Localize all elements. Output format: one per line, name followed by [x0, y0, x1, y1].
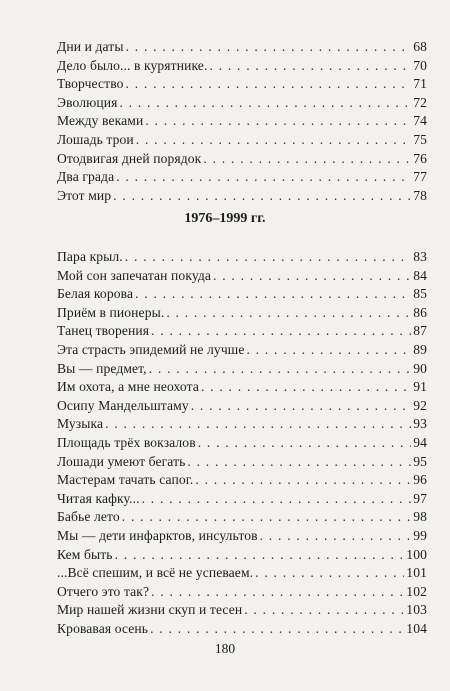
toc-entry-page: 96	[413, 472, 427, 488]
dot-leader	[142, 490, 412, 509]
toc-entry-title: Кем быть	[57, 546, 113, 562]
toc-entry	[57, 341, 427, 360]
toc-entry	[57, 378, 427, 397]
toc-entry	[57, 508, 427, 527]
toc-entry	[57, 546, 427, 565]
toc-entry-page: 104	[406, 620, 427, 636]
toc-entry-title: Пара крыл.	[57, 249, 123, 264]
dot-leader	[125, 248, 411, 267]
dot-leader	[198, 434, 411, 453]
toc-entry	[57, 267, 427, 286]
toc-entry-page: 75	[413, 131, 427, 147]
dot-leader	[191, 397, 411, 416]
toc-entry	[57, 112, 427, 131]
toc-entry-page: 78	[413, 187, 427, 203]
dot-leader	[113, 187, 411, 206]
toc-entry-title: Танец творения	[57, 323, 150, 339]
toc-entry-page: 83	[413, 249, 427, 264]
toc-entry	[57, 285, 427, 304]
toc-entry	[57, 490, 427, 509]
toc-section-one	[57, 38, 427, 205]
toc-entry-title: Отодвигая дней порядок	[57, 150, 202, 166]
toc-entry	[57, 131, 427, 150]
toc-entry-page: 92	[413, 397, 427, 413]
toc-entry-title: Читая кафку...	[57, 490, 140, 506]
dot-leader	[116, 168, 411, 187]
dot-leader	[150, 620, 404, 639]
dot-leader	[195, 471, 411, 490]
toc-entry-page: 103	[406, 602, 427, 618]
toc-entry-title: Мой сон запечатан покуда	[57, 267, 212, 283]
toc-entry-title: Между веками	[57, 113, 144, 129]
toc-entry-page: 71	[413, 76, 427, 92]
toc-entry	[57, 397, 427, 416]
toc-entry	[57, 187, 427, 206]
dot-leader	[126, 75, 412, 94]
toc-entry-title: Мы — дети инфарктов, инсультов	[57, 527, 258, 543]
toc-entry-title: Мастерам тачать сапог.	[57, 472, 194, 488]
toc-entry-page: 98	[413, 509, 427, 525]
dot-leader	[122, 508, 411, 527]
toc-entry-page: 100	[406, 546, 427, 562]
toc-entry-title: Эта страсть эпидемий не лучше	[57, 341, 245, 357]
toc-entry	[57, 471, 427, 490]
toc-entry-title: Дни и даты	[57, 39, 124, 54]
dot-leader	[151, 583, 404, 602]
toc-entry-page: 91	[413, 379, 427, 395]
dot-leader	[244, 601, 404, 620]
toc-entry-page: 94	[413, 434, 427, 450]
toc-entry-title: Эволюция	[57, 94, 118, 110]
toc-entry-title: Творчество	[57, 76, 124, 92]
dot-leader	[105, 415, 411, 434]
toc-entry-page: 85	[413, 286, 427, 302]
toc-entry	[57, 453, 427, 472]
toc-entry-page: 101	[406, 565, 427, 581]
toc-entry-title: Отчего это так?	[57, 583, 150, 599]
dot-leader	[126, 38, 412, 57]
dot-leader	[136, 131, 411, 150]
toc-entry-page: 70	[413, 57, 427, 73]
section-heading: 1976–1999 гг.	[184, 211, 266, 226]
dot-leader	[209, 57, 411, 76]
toc-entry-page: 87	[413, 323, 427, 339]
toc-entry-page: 97	[413, 490, 427, 506]
toc-entry	[57, 75, 427, 94]
toc-entry-page: 77	[413, 169, 427, 185]
toc-entry-title: Мир нашей жизни скуп и тесен	[57, 602, 243, 618]
dot-leader	[149, 360, 412, 379]
toc-entry	[57, 620, 427, 639]
toc-entry-title: Осипу Мандельштаму	[57, 397, 189, 413]
toc-entry-title: Этот мир	[57, 187, 112, 203]
dot-leader	[213, 267, 411, 286]
toc-entry-title: Музыка	[57, 416, 104, 432]
toc-entry-title: Площадь трёх вокзалов	[57, 434, 196, 450]
toc-entry-page: 99	[413, 527, 427, 543]
toc-section-two	[57, 248, 427, 638]
toc-entry	[57, 168, 427, 187]
toc-entry	[57, 38, 427, 57]
toc-entry-page: 74	[413, 113, 427, 129]
toc-entry	[57, 248, 427, 267]
dot-leader	[145, 112, 411, 131]
toc-entry	[57, 360, 427, 379]
toc-entry-page: 89	[413, 341, 427, 357]
toc-entry-page: 68	[413, 39, 427, 54]
toc-entry-title: Лошадь трои	[57, 131, 134, 147]
dot-leader	[246, 341, 411, 360]
toc-entry-title: Приём в пионеры.	[57, 304, 165, 320]
toc-entry	[57, 415, 427, 434]
dot-leader	[151, 322, 411, 341]
dot-leader	[201, 378, 411, 397]
toc-entry	[57, 583, 427, 602]
dot-leader	[187, 453, 411, 472]
toc-entry-title: Вы — предмет,	[57, 360, 147, 376]
toc-entry-title: Бабье лето	[57, 509, 120, 525]
page-number: 180	[214, 641, 236, 656]
dot-leader	[166, 304, 411, 323]
toc-entry	[57, 304, 427, 323]
toc-entry-title: Им охота, а мне неохота	[57, 379, 199, 395]
toc-entry-page: 102	[406, 583, 427, 599]
dot-leader	[115, 546, 405, 565]
dot-leader	[260, 527, 412, 546]
dot-leader	[119, 94, 411, 113]
toc-entry	[57, 150, 427, 169]
toc-entry-page: 95	[413, 453, 427, 469]
toc-entry-page: 90	[413, 360, 427, 376]
toc-entry	[57, 57, 427, 76]
toc-entry	[57, 601, 427, 620]
toc-entry	[57, 527, 427, 546]
toc-entry-page: 76	[413, 150, 427, 166]
toc-entry-title: Дело было... в курятнике.	[57, 57, 208, 73]
toc-entry-page: 84	[413, 267, 427, 283]
dot-leader	[203, 150, 411, 169]
dot-leader	[255, 564, 404, 583]
toc-entry-title: Белая корова	[57, 286, 134, 302]
toc-entry	[57, 94, 427, 113]
dot-leader	[135, 285, 411, 304]
toc-entry-title: ...Всё спешим, и всё не успеваем.	[57, 565, 254, 581]
toc-entry-page: 93	[413, 416, 427, 432]
toc-entry-title: Два града	[57, 169, 115, 185]
toc-entry	[57, 564, 427, 583]
toc-entry-page: 86	[413, 304, 427, 320]
toc-entry	[57, 434, 427, 453]
toc-entry-title: Кровавая осень	[57, 620, 149, 636]
toc-entry-page: 72	[413, 94, 427, 110]
toc-entry	[57, 322, 427, 341]
toc-entry-title: Лошади умеют бегать	[57, 453, 186, 469]
